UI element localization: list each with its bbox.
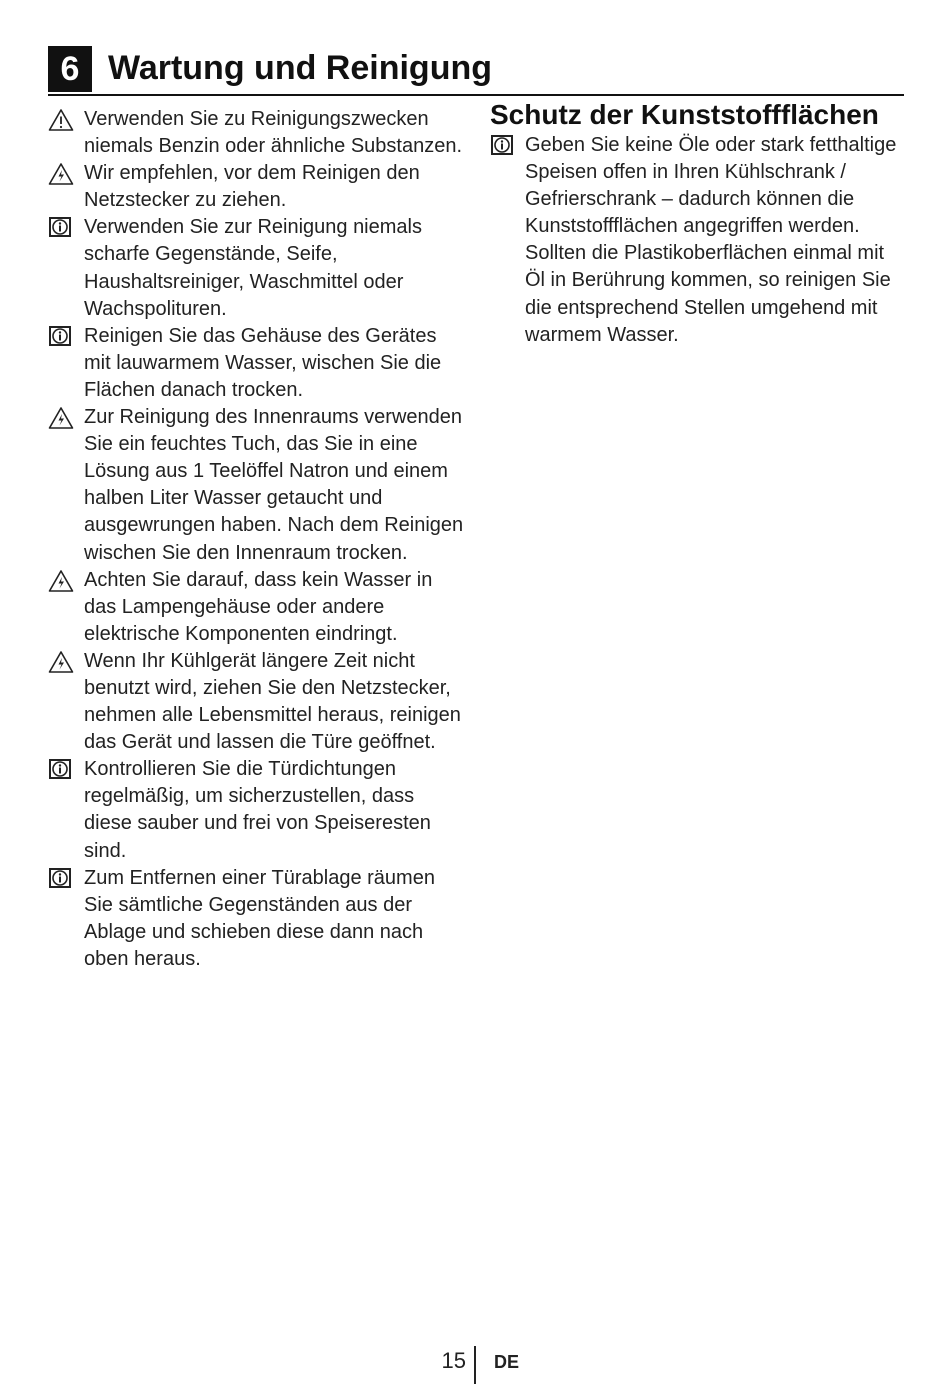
language-code: DE	[494, 1352, 520, 1372]
item-text: Geben Sie keine Öle oder stark fetthaltige Speisen offen in Ihren Kühlschrank / Gefrierschrank – dadurch können die Kunststoffflächen angegriffen werden. Sollten die Plastikoberflächen einmal mit Öl in Berührung kommen, so reinigen Sie die entsprechend Stellen umgehend mit warmem Wasser.	[525, 134, 897, 346]
list-item	[490, 132, 906, 349]
list-item	[48, 214, 466, 322]
list-item	[48, 756, 466, 864]
chapter-header	[48, 46, 904, 96]
item-text: Reinigen Sie das Gehäuse des Gerätes mit lauwarmem Wasser, wischen Sie die Flächen danach trocken.	[84, 324, 442, 401]
electric-warning-icon	[48, 650, 74, 674]
section-title: Schutz der Kunststoffflächen	[490, 99, 879, 130]
info-icon	[48, 325, 74, 349]
right-column	[490, 98, 906, 349]
list-item	[48, 567, 466, 648]
item-text: Verwenden Sie zur Reinigung niemals scharfe Gegenstände, Seife, Haushaltsreiniger, Waschmittel oder Wachspolituren.	[84, 216, 422, 320]
page-footer	[0, 1346, 950, 1386]
footer-divider	[474, 1346, 476, 1384]
list-item	[48, 865, 466, 973]
item-text: Achten Sie darauf, dass kein Wasser in das Lampengehäuse oder andere elektrische Komponenten eindringt.	[84, 568, 433, 645]
electric-warning-icon	[48, 162, 74, 186]
info-icon	[48, 216, 74, 240]
left-column	[48, 106, 466, 973]
info-icon	[48, 758, 74, 782]
electric-warning-icon	[48, 569, 74, 593]
list-item	[48, 106, 466, 160]
item-text: Zum Entfernen einer Türablage räumen Sie sämtliche Gegenständen aus der Ablage und schieben diese dann nach oben heraus.	[84, 866, 435, 970]
item-text: Kontrollieren Sie die Türdichtungen regelmäßig, um sicherzustellen, dass diese sauber und frei von Speiseresten sind.	[84, 758, 431, 862]
chapter-title: Wartung und Reinigung	[108, 49, 492, 87]
list-item	[48, 323, 466, 404]
list-item	[48, 648, 466, 756]
item-text: Wenn Ihr Kühlgerät längere Zeit nicht benutzt wird, ziehen Sie den Netzstecker, nehmen alle Lebensmittel heraus, reinigen das Gerät und lassen die Türe geöffnet.	[84, 649, 461, 754]
warning-icon	[48, 108, 74, 132]
page-number: 15	[441, 1348, 466, 1373]
list-item	[48, 404, 466, 567]
item-text: Zur Reinigung des Innenraums verwenden Sie ein feuchtes Tuch, das Sie in eine Lösung aus 1 Teelöffel Natron und einem halben Liter Wasser getaucht und ausgewrungen haben. Nach dem Reinigen wischen Sie den Innenraum trocken.	[84, 406, 464, 564]
info-icon	[48, 867, 74, 891]
item-text: Verwenden Sie zu Reinigungszwecken niemals Benzin oder ähnliche Substanzen.	[84, 108, 463, 158]
info-icon	[490, 134, 516, 158]
item-text: Wir empfehlen, vor dem Reinigen den Netzstecker zu ziehen.	[84, 162, 420, 212]
chapter-number: 6	[48, 46, 92, 92]
electric-warning-icon	[48, 406, 74, 430]
list-item	[48, 160, 466, 214]
